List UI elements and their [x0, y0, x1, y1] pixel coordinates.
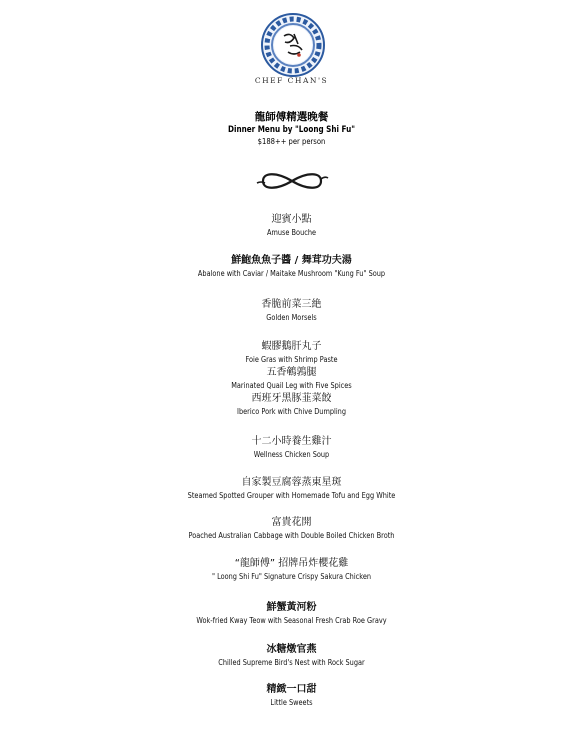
course-name-english: Foie Gras with Shrimp Paste: [245, 355, 338, 364]
course-name-english: Poached Australian Cabbage with Double Boiled Chicken Broth: [188, 531, 395, 540]
course-name-english: Wok-fried Kway Teow with Seasonal Fresh Crab Roe Gravy: [196, 616, 387, 625]
course-name-chinese: 精緻一口甜: [266, 684, 317, 695]
course-name-english: Chilled Supreme Bird's Nest with Rock Sugar: [218, 658, 365, 667]
course-name-chinese: “龍師傅” 招牌吊炸櫻花雞: [234, 558, 349, 569]
menu-header: [0, 110, 583, 148]
course-name-chinese: 自家製豆腐蓉蒸東星斑: [241, 477, 342, 488]
course-name-english: Iberico Pork with Chive Dumpling: [237, 407, 346, 416]
decorative-swirl: [255, 168, 330, 194]
course-name-chinese: 香脆前菜三絶: [261, 299, 322, 310]
course-name-english: Little Sweets: [270, 698, 313, 707]
brand-name: CHEF CHAN'S: [254, 76, 329, 85]
course-little-sweets: [0, 683, 583, 709]
course-name-english: Golden Morsels: [266, 313, 317, 322]
course-kway-teow: [0, 601, 583, 627]
course-name-english: Wellness Chicken Soup: [253, 450, 330, 459]
course-name-chinese: 十二小時養生雞汁: [251, 436, 332, 447]
course-morsels-details: [0, 340, 583, 418]
course-name-english: Marinated Quail Leg with Five Spices: [231, 381, 352, 390]
course-golden-morsels: [0, 298, 583, 324]
menu-price: $188++ per person: [257, 137, 326, 146]
course-name-chinese: 富貴花開: [271, 517, 312, 528]
course-name-chinese: 鮮蟹黃河粉: [266, 602, 317, 613]
course-sakura-chicken: [0, 557, 583, 583]
course-name-english: " Loong Shi Fu" Signature Crispy Sakura Chicken: [211, 572, 372, 581]
course-birds-nest: [0, 643, 583, 669]
course-name-chinese: 迎賓小點: [271, 214, 312, 225]
course-name-chinese: 冰糖燉官燕: [266, 644, 317, 655]
course-name-english: Amuse Bouche: [266, 228, 317, 237]
course-chicken-soup: [0, 435, 583, 461]
course-amuse-bouche: [0, 213, 583, 239]
chef-chans-logo: [260, 12, 326, 78]
course-name-chinese: 五香鵪鶉腿: [266, 367, 317, 378]
course-abalone-soup: [0, 254, 583, 280]
course-name-chinese: 蝦膠鵝肝丸子: [261, 341, 322, 352]
menu-title-chinese: 龍師傅精選晚餐: [254, 111, 329, 123]
course-name-english: Steamed Spotted Grouper with Homemade Tofu and Egg White: [187, 491, 396, 500]
course-name-chinese: 西班牙黑豚韮菜餃: [251, 393, 332, 404]
course-cabbage: [0, 516, 583, 542]
course-grouper: [0, 476, 583, 502]
course-name-chinese: 鮮鮑魚魚子醬 / 舞茸功夫湯: [231, 255, 352, 266]
course-name-english: Abalone with Caviar / Maitake Mushroom "Kung Fu" Soup: [197, 269, 386, 278]
menu-title-english: Dinner Menu by "Loong Shi Fu": [228, 125, 355, 135]
